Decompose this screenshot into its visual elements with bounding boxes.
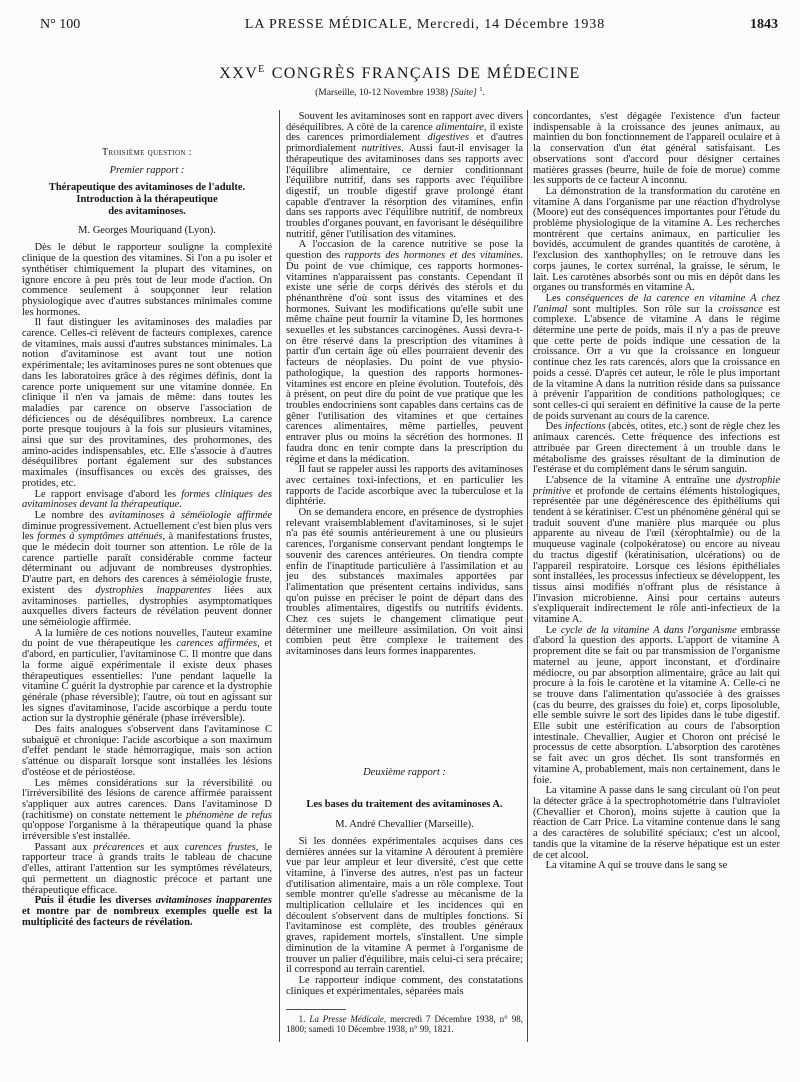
italic-text: carences affirmées — [176, 638, 258, 650]
paragraph: On se demandera encore, en présence de dystrophies relevant vraisemblablement d'avitaminoses, si le sujet n'a pas été soumis antérieurement à une ou plusieurs carences, l'organisme conservant pendant longtemps le souvenir des carences antérieures. On tiendra compte enfin de l'inaptitude particulière à l'assimilation et au jeu des substances maximales apportées par l'alimentation que présentent certains individus, sans qu'on puisse en préciser le point de départ dans des troubles alimentaires, digestifs ou nutritifs évidents. Chez ces sujets le changement climatique peut déterminer une meilleure assimilation. On voit ainsi combien peut être complexe le traitement des avitaminoses dans leurs formes inapparentes. — [286, 507, 523, 658]
report-title-line: des avitaminoses. — [108, 205, 186, 217]
report-author: M. Georges Mouriquand (Lyon). — [78, 225, 216, 237]
italic-text: infections — [564, 421, 606, 433]
italic-text: dystrophie primitive — [533, 474, 780, 497]
italic-text: conséquences de la carence en vitamine A chez l'animal — [533, 292, 780, 315]
paragraph: Le nombre des avitaminoses à séméiologie affirmée diminue progressivement. Actuellement c'est bien plus vers les formes à symptômes atténués, à manifestations frustes, que le médecin doit tourner son attention. Le rôle de la carence partielle paraît considérable comme facteur déterminant ou adjuvant de nombreuses dystrophies. D'autre part, en dehors des carences à séméiologie fruste, existent des dystrophies inapparentes liées aux avitaminoses partielles, dystrophies asymptomatiques auxquelles divers facteurs de révélation peuvent donner une séméiologie affirmée. — [22, 509, 273, 628]
paragraph: Le rapporteur indique comment, des constatations cliniques et expérimentales, séparées mais — [286, 974, 523, 997]
italic-text: [Suite] — [450, 88, 477, 98]
report-body — [533, 112, 780, 872]
congress-title — [0, 60, 800, 84]
congress-subtitle: (Marseille, 10-12 Novembre 1938) [Suite] $^1$. — [315, 85, 485, 98]
italic-text: croissance — [718, 303, 763, 315]
italic-text: digestives — [427, 132, 469, 144]
italic-text: précarences — [93, 841, 145, 853]
report-label: Deuxième rapport : — [363, 767, 446, 778]
italic-text: phénomène de refus — [185, 809, 272, 821]
paragraph: Il faut distinguer les avitaminoses des maladies par carence. Celles-ci relèvent de facteurs complexes, carence de vitamines, mais aussi d'autres substances minimales. La notion d'avitaminose est avant tout une notion expérimentale; les avitaminoses pures ne sont obtenues que dans les laboratoires grâce à des régimes définis, dont la carence porte uniquement sur une vitamine donnée. En clinique il n'en va jamais de même: dans toutes les maladies par carence on observe l'association de déficiences ou de déséquilibres nombreux. La carence porte presque toujours à la fois sur plusieurs vitamines, ainsi que sur des provitamines, des prohormones, des amino-acides indispensables, etc. Elle s'associe à d'autres déséquilibres portant également sur des substances maximales (insuffisances ou excès des graisses, des protides, etc. — [22, 317, 272, 489]
italic-text: nutritives — [361, 143, 402, 155]
paragraph: La vitamine A qui se trouve dans le sang se — [545, 860, 728, 872]
paragraph: Il faut se rappeler aussi les rapports des avitaminoses avec certaines toxi-infections, et en particulier les rapports de l'acide ascorbique avec la tuberculose et la diphtérie. — [286, 464, 523, 508]
column-rule — [527, 110, 528, 1042]
paragraph: Si les données expérimentales acquises dans ces dernières années sur la vitamine A déroutent à première vue par leur ampleur et leur diversité, c'est que cette vitamine, à l'inverse des autres, n'est pas un facteur d'utilisation alimentaire, mais a un rôle complexe. Tout semble montrer qu'elle s'adresse au mécanisme de la multiplication cellulaire et les incidences qui en découlent s'observent dans de multiples fonctions. Si l'avitaminose est complète, des troubles généraux graves, rapidement mortels, s'installent. Une simple diminution de la vitamine A permet à l'organisme de trouver un palier d'équilibre, mais celui-ci sera précaire; il correspond au terrain carentiel. — [286, 835, 523, 976]
italic-text: avitaminoses inapparentes — [155, 895, 272, 907]
italic-text: dystrophies inapparentes — [95, 584, 212, 596]
report-title: Les bases du traitement des avitaminoses A. — [306, 799, 503, 810]
italic-text: formes cliniques des avitaminoses devant la thérapeutique — [22, 488, 272, 511]
journal-header: LA PRESSE MÉDICALE, Mercredi, 14 Décembre 1938 — [244, 17, 606, 32]
column-3 — [533, 112, 780, 872]
paragraph: concordantes, s'est dégagée l'existence d'un facteur indispensable à la croissance des jeunes animaux, au maintien du bon fonctionnement de l'appareil oculaire et à la conservation d'un état général satisfaisant. Les observations sont d'accord pour désigner certaines matières grasses (beurre, huile de foie de morue) comme les supports de ce facteur A inconnu. — [533, 111, 780, 187]
paragraph: Des infections (abcès, otites, etc.) sont de règle chez les animaux carencés. Cette fréquence des infections est attribuée par Green directement à un trouble dans le métabolisme des graisses résultant de la diminution de l'estérase et du complément dans le sérum sanguin. — [533, 421, 780, 476]
footnote: 1. La Presse Médicale, mercredi 7 Décembre 1938, n° 98, 1800; samedi 10 Décembre 1938, n° 99, 1821. — [286, 1009, 523, 1034]
report-title — [22, 182, 272, 217]
report-body — [286, 112, 523, 762]
report-body — [286, 837, 523, 998]
paragraph: La démonstration de la transformation du carotène en vitamine A dans l'organisme par une réaction d'hydrolyse (Moore) eut des conséquences importantes pour l'étude du problème physiologique de la vitamine A. Les recherches montrèrent que certains animaux, en particulier les bovidés, accumulent de grandes quantités de carotène, à l'exclusion des xanthophylles; on le retrouve dans les corps jaunes, le cortex surrénal, la graisse, le sérum, le lait. Les carotènes absorbés sont ou mis en dépôt dans les organes ou transformés en vitamine A. — [533, 185, 780, 294]
congress-ordinal-suffix: E — [258, 64, 265, 75]
report-label: Premier rapport : — [109, 165, 185, 176]
italic-text: La Presse Médicale — [309, 1014, 384, 1024]
column-2 — [286, 112, 523, 1034]
paragraph: La vitamine A passe dans le sang circulant où l'on peut la détecter grâce à la spectrophotométrie dans l'ultraviolet (Chevallier et Choron), moins sujette à caution que la réaction de Carr Price. La vitamine contenue dans le sang a des caractères de solubilité spéciaux; c'est un alcool, tandis que la vitamine de la réserve hépatique est un ester de cet alcool. — [533, 785, 780, 861]
report-title-line: Introduction à la thérapeutique — [76, 193, 218, 205]
paragraph: Souvent les avitaminoses sont en rapport avec divers déséquilibres. A côté de la carence alimentaire, il existe des carences primordialement digestives et d'autres primordialement nutritives. Aussi faut-il envisager la thérapeutique des avitaminoses dans ses rapports avec l'équilibre alimentaire, ce dernier conditionnant l'équilibre nutritif, dans ses rapports avec l'équilibre digestif, un trouble digestif grave prolongé étant capable d'entraver la résorption des vitamines, enfin dans ses rapports avec l'équilibre nutritif, de nombreux troubles d'organes pouvant, en favorisant le déséquilibre nutritif, gêner l'utilisation des vitamines. — [286, 111, 524, 240]
column-rule — [279, 110, 280, 1042]
italic-text: alimentaire — [435, 121, 484, 133]
congress-name: CONGRÈS FRANÇAIS DE MÉDECINE — [271, 65, 581, 82]
italic-text: formes à symptômes atténués — [37, 531, 163, 543]
paragraph: A la lumière de ces notions nouvelles, l'auteur examine du point de vue thérapeutique les carences affirmées, et d'abord, en particulier, l'avitaminose C. Il montre que dans la forme aiguë expérimentale il existe deux phases thérapeutiques essentielles: l'une pendant laquelle la vitamine C guérit la dystrophie par carence et la dystrophie générale (phase réversible); l'autre, où tout en agissant sur les signes d'avitaminose, l'acide ascorbique a perdu toute action sur la dystrophie générale (phase irréversible). — [22, 627, 272, 725]
paragraph: A l'occasion de la carence nutritive se pose la question des rapports des hormones et des vitamines. Du point de vue chimique, ces rapports hormones-vitamines n'apparaissent pas constants. Cependant il existe une série de corps dérivés des stérols et du phénanthrène d'où sont issus des vitamines et des hormones. Suivant les modifications qu'elle subit une même chaîne peut fournir la vitamine D, les hormones sexuelles et les substances carcinogènes. Aussi devra-t-on être réservé dans la prescription des vitamines à partir d'un certain âge où elles pourraient devenir des facteurs de néoplasies. Du point de vue physio-pathologique, la question des rapports hormones-vitamines est encore en pleine évolution. Toutefois, dès à présent, on peut dire du point de vue pratique que les troubles endocriniens sont capables dans certains cas de gêner l'utilisation des vitamines et que certaines carences alimentaires, même partielles, peuvent entraver plus ou moins la sécrétion des hormones. Il faudra donc en tenir compte dans la prescription du régime et dans la médication. — [286, 239, 523, 465]
paragraph: Le rapport envisage d'abord les formes cliniques des avitaminoses devant la thérapeutique. — [22, 488, 272, 511]
paragraph: Les conséquences de la carence en vitamine A chez l'animal sont multiples. Son rôle sur la croissance est complexe. L'absence de vitamine A dans le régime détermine une perte de poids, mais il n'y a pas de preuve que cette perte de poids indique une cessation de la croissance. Orr a vu que la croissance en longueur continue chez les rats carencés, alors que la croissance en poids a cessé. D'après cet auteur, le rôle le plus important de la vitamine A dans la nutrition réside dans sa puissance à prévenir l'apparition de conditions pathologiques; ce sont celles-ci qui seraient en définitive la cause de la perte de poids survenant au cours de la carence. — [533, 292, 780, 422]
paragraph: Le cycle de la vitamine A dans l'organisme embrasse d'abord la question des apports. L'apport de vitamine A proprement dite se fait ou par transmission de l'organisme maternel au jeune, apport inconstant, et d'ordinaire médiocre, ou par absorption alimentaire, grâce au lait qui procure à la fois le carotène et la vitamine A. Celle-ci ne se trouve dans l'alimentation qu'associée à des graisses (cas du beurre, des graisses du foie) et, corps liposoluble, elle semble suivre le sort des lipides dans le tube digestif. Elle subit une estérification au cours de l'absorption intestinale. Chevallier, Augier et Choron ont précisé le processus de cette absorption. L'absorption des carotènes se fait avec un gros déchet. Ils sont transformés en vitamine A, probablement, mais non certainement, dans le foie. — [533, 624, 780, 786]
second-report — [286, 762, 523, 997]
issue-number: N° 100 — [40, 17, 81, 32]
question-heading: Troisième question : — [102, 147, 192, 158]
superscript: 1 — [479, 85, 483, 93]
italic-text: carences frustes — [184, 841, 256, 853]
italic-text: cycle de la vitamine A dans l'organisme — [560, 624, 737, 636]
report-title-line: Thérapeutique des avitaminoses de l'adulte. — [48, 182, 246, 193]
paragraph: Les mêmes considérations sur la réversibilité ou l'irréversibilité des lésions de carence affirmée paraissent s'appliquer aux autres carences. Dans l'avitaminose D (rachitisme) on constate nettement le phénomène de refus qu'oppose l'organisme à la thérapeutique quand la phase irréversible s'est installée. — [22, 777, 272, 843]
report-author: M. André Chevallier (Marseille). — [335, 818, 474, 830]
paragraph: L'absence de la vitamine A entraîne une dystrophie primitive et profonde de certains éléments histologiques, représentée par une dégénérescence des épithéliums qui tendent à se kératiniser. C'est un phénomène général qui se traduit souvent d'une manière plus marquée ou plus apparente au niveau de l'œil (xérophtalmie) ou de la muqueuse vaginale (colpokératose) ou encore au niveau du tractus digestif (kératinisation, ulcérations) ou de l'appareil respiratoire. Lorsque ces lésions épithéliales sont installées, les processus infectieux se développent, les tissus ainsi modifiés n'offrant plus de résistance à l'invasion microbienne. Ainsi pour certains auteurs s'expliquerait indirectement le rôle anti-infectieux de la vitamine A. — [533, 474, 780, 626]
paragraph: Dès le début le rapporteur souligne la complexité clinique de la question des vitamines. Si l'on a pu isoler et synthétiser chimiquement la plupart des vitamines, on ignore encore à peu près tout de leur mode d'action. On commence seulement à soupçonner leur relation physiologique avec d'autres substances minimales comme les hormones. — [22, 242, 272, 318]
paragraph: Puis il étudie les diverses avitaminoses inapparentes et montre par de nombreux exemples quelle est la multiplicité des facteurs de révélation. — [22, 895, 272, 928]
column-1 — [22, 112, 272, 928]
report-body — [22, 243, 272, 928]
paragraph: Des faits analogues s'observent dans l'avitaminose C subaiguë et chronique: l'acide ascorbique a son maximum d'effet pendant le stade hémorragique, mais son action s'atténue ou disparaît lorsque sont installées les lésions d'ostéose et de périostéose. — [22, 724, 272, 778]
italic-text: avitaminoses à séméiologie affirmée — [109, 509, 272, 521]
paragraph: Passant aux précarences et aux carences frustes, le rapporteur trace à grands traits le tableau de chacune d'elles, attirant l'attention sur les symptômes révélateurs, qui permettent un diagnostic précoce et partant une thérapeutique efficace. — [22, 841, 272, 896]
congress-ordinal: XXV — [219, 65, 259, 82]
page-number: 1843 — [750, 17, 778, 32]
italic-text: rapports des hormones et des vitamines — [344, 250, 521, 262]
